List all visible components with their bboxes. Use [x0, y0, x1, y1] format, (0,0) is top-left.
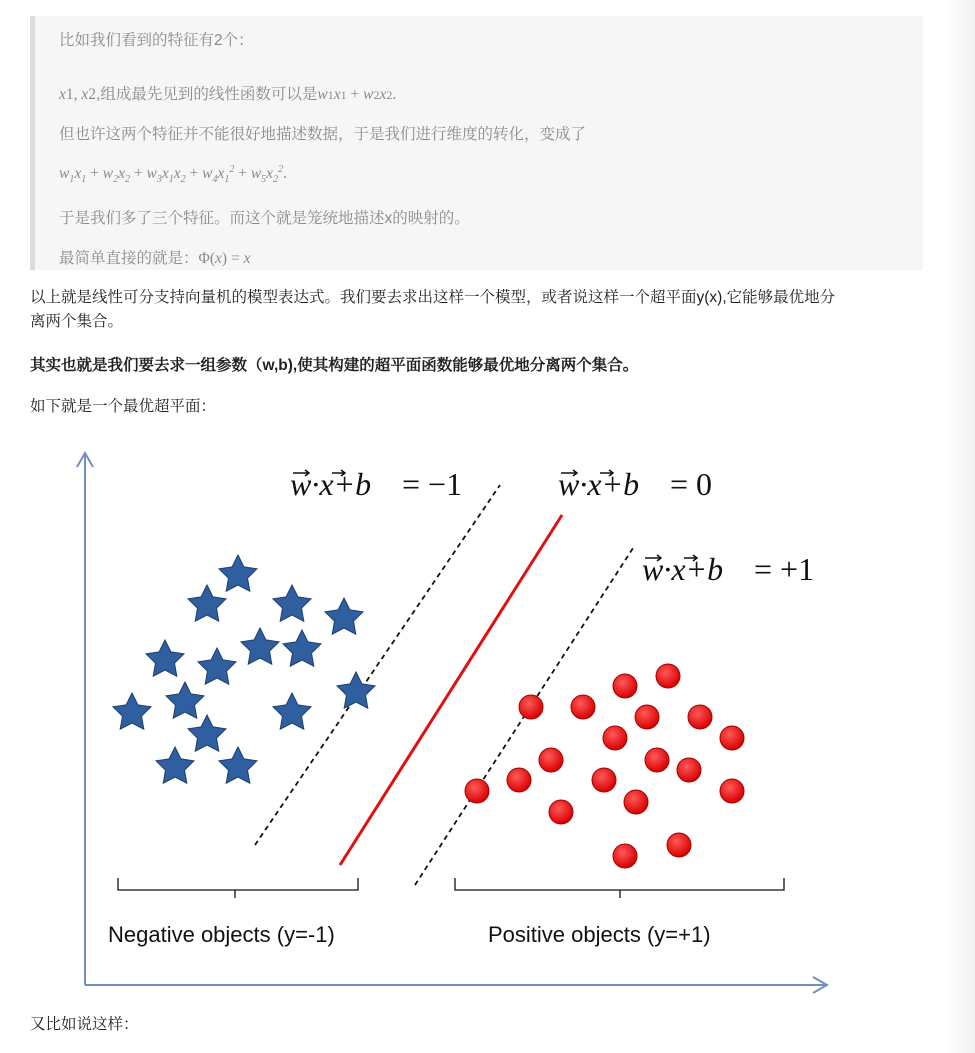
- dot-point: [519, 695, 543, 719]
- star-point: [219, 747, 257, 783]
- star-point: [188, 585, 226, 621]
- dot-point: [645, 748, 669, 772]
- dot-point: [720, 779, 744, 803]
- quote-line-features: 比如我们看到的特征有2个：: [59, 32, 254, 49]
- dot-point: [592, 768, 616, 792]
- dot-point: [613, 674, 637, 698]
- paragraph-line-2: 离两个集合。: [30, 313, 124, 330]
- dot-point: [635, 705, 659, 729]
- star-point: [156, 747, 194, 783]
- equation-hyperplane-rhs: = 0: [670, 466, 713, 502]
- equation-positive-margin-rhs: = +1: [754, 551, 815, 587]
- quote-line-linear-function: x1, x2,组成最先见到的线性函数可以是w1x1 + w2x2.: [59, 86, 397, 103]
- equation-hyperplane: w·x+b: [558, 466, 640, 502]
- star-point: [219, 555, 257, 591]
- dot-point: [549, 800, 573, 824]
- star-point: [273, 585, 311, 621]
- star-point: [325, 598, 363, 634]
- star-point: [198, 648, 236, 684]
- optimal-hyperplane: [340, 515, 562, 865]
- star-point: [188, 715, 226, 751]
- paragraph-bold-parameters: 其实也就是我们要去求一组参数（w,b),使其构建的超平面函数能够最优地分离两个集合。: [30, 357, 639, 374]
- dot-point: [720, 726, 744, 750]
- quote-line-linear-text: 组成最先见到的线性函数可以是: [100, 86, 318, 103]
- dot-point: [624, 790, 648, 814]
- quote-line-simplest-text: 最简单直接的就是：: [59, 250, 199, 267]
- dot-point: [507, 768, 531, 792]
- brace-positive: [455, 878, 784, 898]
- star-point: [146, 640, 184, 676]
- dot-point: [603, 726, 627, 750]
- star-point: [166, 682, 204, 718]
- star-point: [273, 693, 311, 729]
- dot-point: [571, 695, 595, 719]
- dot-point: [688, 705, 712, 729]
- dot-point: [613, 844, 637, 868]
- caption-positive-objects: Positive objects (y=+1): [488, 922, 711, 947]
- dot-point: [465, 779, 489, 803]
- equation-negative-margin: w·x+b: [290, 466, 372, 502]
- brace-negative: [118, 878, 358, 898]
- quote-line-simplest: 最简单直接的就是：Φ(x) = x: [59, 250, 251, 267]
- star-point: [283, 630, 321, 666]
- quote-line-mapping: 于是我们多了三个特征。而这个就是笼统地描述x的映射的。: [59, 210, 470, 227]
- dot-point: [677, 758, 701, 782]
- equation-positive-margin: w·x+b: [642, 551, 724, 587]
- paragraph-optimal-hyperplane: 如下就是一个最优超平面：: [30, 398, 217, 415]
- caption-negative-objects: Negative objects (y=-1): [108, 922, 335, 947]
- star-point: [241, 628, 279, 664]
- paragraph-line-1: 以上就是线性可分支持向量机的模型表达式。我们要去求出这样一个模型，或者说这样一个超平面y(x),它能够最优地分: [30, 289, 836, 306]
- equation-negative-margin-rhs: = −1: [402, 466, 463, 502]
- quote-line-expanded-function: $w_1x_1 + w_2x_2 + w_3x_1x_2 + w_4x_1^2 + w_5x_2^2$.: [59, 164, 287, 186]
- quote-line-transform: 但也许这两个特征并不能很好地描述数据，于是我们进行维度的转化，变成了: [59, 126, 587, 143]
- dot-point: [656, 664, 680, 688]
- blockquote: [30, 16, 923, 270]
- right-edge-shadow: [945, 0, 975, 1053]
- star-point: [113, 693, 151, 729]
- svm-hyperplane-figure: [60, 440, 860, 1000]
- paragraph-model-expression: [30, 286, 930, 334]
- paragraph-another-example: 又比如说这样：: [30, 1016, 139, 1033]
- dot-point: [539, 748, 563, 772]
- dot-point: [667, 833, 691, 857]
